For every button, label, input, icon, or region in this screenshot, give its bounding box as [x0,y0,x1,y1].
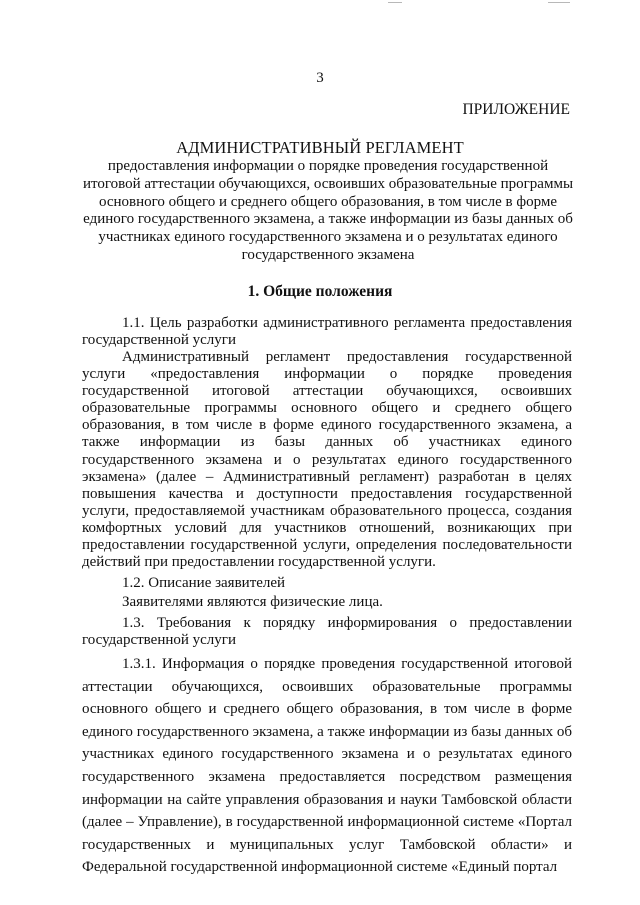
scan-artifact-mark [548,2,570,3]
paragraph-purpose [82,349,572,571]
paragraph-applicants [82,594,572,611]
paragraph-1-1-text: 1.1. Цель разработки административного регламента предоставления государственной услуги [82,315,572,349]
page-number: 3 [316,70,324,86]
paragraph-1-3 [82,615,572,649]
document-title: АДМИНИСТРАТИВНЫЙ РЕГЛАМЕНТ [176,138,464,157]
document-subtitle: предоставления информации о порядке проведения государственной итоговой аттестации обучающихся, освоивших образовательные программы основного общего и среднего общего образования, в том числе в форме единого государственного экзамена, а также информации из базы данных об участниках единого государственного экзамена и о результатах единого государственного экзамена [82,158,574,263]
paragraph-1-3-1 [82,653,572,879]
paragraph-1-3-text: 1.3. Требования к порядку информирования о предоставлении государственной услуги [82,615,572,649]
section-heading: 1. Общие положения [247,283,393,300]
paragraph-1-1 [82,315,572,349]
paragraph-1-2 [82,575,572,592]
paragraph-1-2-text: 1.2. Описание заявителей [122,575,286,591]
paragraph-purpose-text: Административный регламент предоставления государственной услуги «предоставления информации о порядке проведения государственной итоговой аттестации обучающихся, освоивших образовательные программы основного общего и среднего общего образования, в том числе в форме единого государственного экзамена, а также информации из базы данных об участниках единого государственного экзамена и о результатах единого государственного экзамена» (далее – Административный регламент) разработан в целях повышения качества и доступности предоставления государственной услуги, предоставляемой участникам образовательного процесса, создания комфортных условий для участников отношений, возникающих при предоставлении государственной услуги, определения последовательности действий при предоставлении государственной услуги. [82,349,572,571]
scan-artifact-mark [388,2,402,3]
paragraph-applicants-text: Заявителями являются физические лица. [122,594,383,610]
paragraph-1-3-1-text: 1.3.1. Информация о порядке проведения государственной итоговой аттестации обучающихся, освоивших образовательные программы основного общего и среднего общего образования, в том числе в форме единого государственного экзамена, а также информации из базы данных об участниках единого государственного экзамена и о результатах единого государственного экзамена предоставляется посредством размещения информации на сайте управления образования и науки Тамбовской области (далее – Управление), в государственной информационной системе «Портал государственных и муниципальных услуг Тамбовской области» и Федеральной государственной информационной системе «Единый портал [82,656,572,876]
appendix-label: ПРИЛОЖЕНИЕ [462,101,570,118]
